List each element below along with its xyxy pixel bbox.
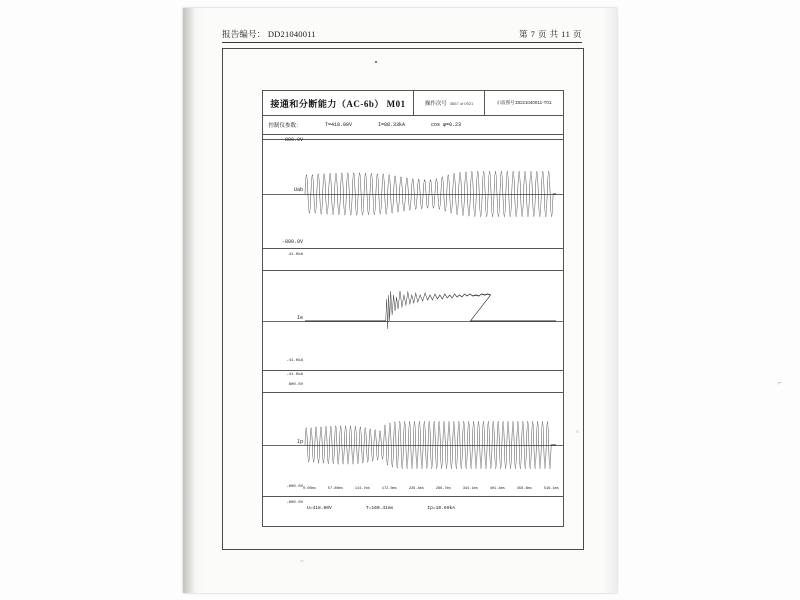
xtick-5: 286.7ms (435, 487, 451, 491)
xtick-6: 344.1ms (462, 487, 478, 491)
xtick-1: 57.80ms (327, 487, 343, 491)
report-title: 接通和分断能力（AC-6b） M01 (270, 98, 406, 109)
panel-ip-ymax: 800.0V (288, 383, 303, 387)
operation-count-label: 操作次号 (424, 101, 447, 107)
panel-ip-label: Ip (296, 439, 303, 445)
scan-smudge-1 (576, 430, 579, 433)
param-current: I=88.33kA (378, 122, 406, 128)
param-voltage: T=418.00V (325, 122, 353, 128)
xtick-7: 401.4ms (489, 487, 505, 491)
panel-ip-waveform (303, 393, 559, 497)
document-header (222, 28, 582, 40)
panel-ie-ymin: -41.0kA (286, 359, 303, 363)
annotation-voltage: U=418.00V (307, 506, 332, 511)
panel-gap-2 (263, 371, 563, 393)
panel-ie-ymin-alt: -41.0kA (286, 373, 303, 377)
panel-ip-ymin: -800.0V (286, 485, 303, 489)
frame-dot (375, 61, 377, 63)
panel-uab (263, 139, 563, 249)
page-edge-shadow (183, 8, 195, 593)
plot-region (263, 135, 563, 527)
params-values (307, 122, 563, 128)
xtick-4: 229.4ms (408, 487, 424, 491)
xtick-3: 172.0ms (381, 487, 397, 491)
panel-uab-label: Uab (293, 187, 303, 193)
panel-uab-ymax: 800.0V (284, 137, 303, 143)
params-label: 控制仪参数： (268, 123, 302, 129)
xtick-0: 0.00ms (303, 487, 316, 491)
panel-ip-ymin-foot: -800.0V (286, 501, 303, 505)
x-tick-labels (303, 487, 559, 491)
oscillogram-id: 示波图号:DD21040011-T01 (496, 100, 552, 105)
annotation-time: T=160.41ms (365, 506, 394, 511)
xtick-8: 458.8ms (516, 487, 532, 491)
panel-gap-1 (263, 249, 563, 271)
page-number: 第 7 页 共 11 页 (518, 29, 582, 39)
panel-ie-ymax: 41.0kA (288, 253, 303, 257)
xtick-9: 516.1ms (543, 487, 559, 491)
annotation-peak-current: Ip=10.69kA (427, 506, 455, 511)
param-powerfactor: cos φ=0.23 (431, 122, 462, 128)
panel-uab-ymin: -800.0V (281, 239, 303, 245)
measurement-annotations (307, 506, 455, 511)
panel-ip (263, 393, 563, 497)
header-rule (222, 42, 582, 43)
card-title-row (263, 91, 563, 116)
panel-ie (263, 271, 563, 371)
scan-side-mark: ⌐ (777, 380, 782, 387)
scan-smudge-2 (300, 560, 304, 562)
operation-count (414, 99, 484, 107)
xtick-2: 114.7ms (354, 487, 370, 491)
operation-count-value: 3857 of 0921 (449, 100, 474, 106)
oscillogram-card (262, 90, 564, 527)
x-axis (303, 487, 559, 497)
panel-uab-waveform (303, 139, 559, 249)
panel-ie-label: Ie (296, 315, 303, 321)
report-number: 报告编号： DD21040011 (222, 29, 316, 39)
params-row (263, 116, 563, 135)
panel-ie-waveform (303, 271, 559, 371)
